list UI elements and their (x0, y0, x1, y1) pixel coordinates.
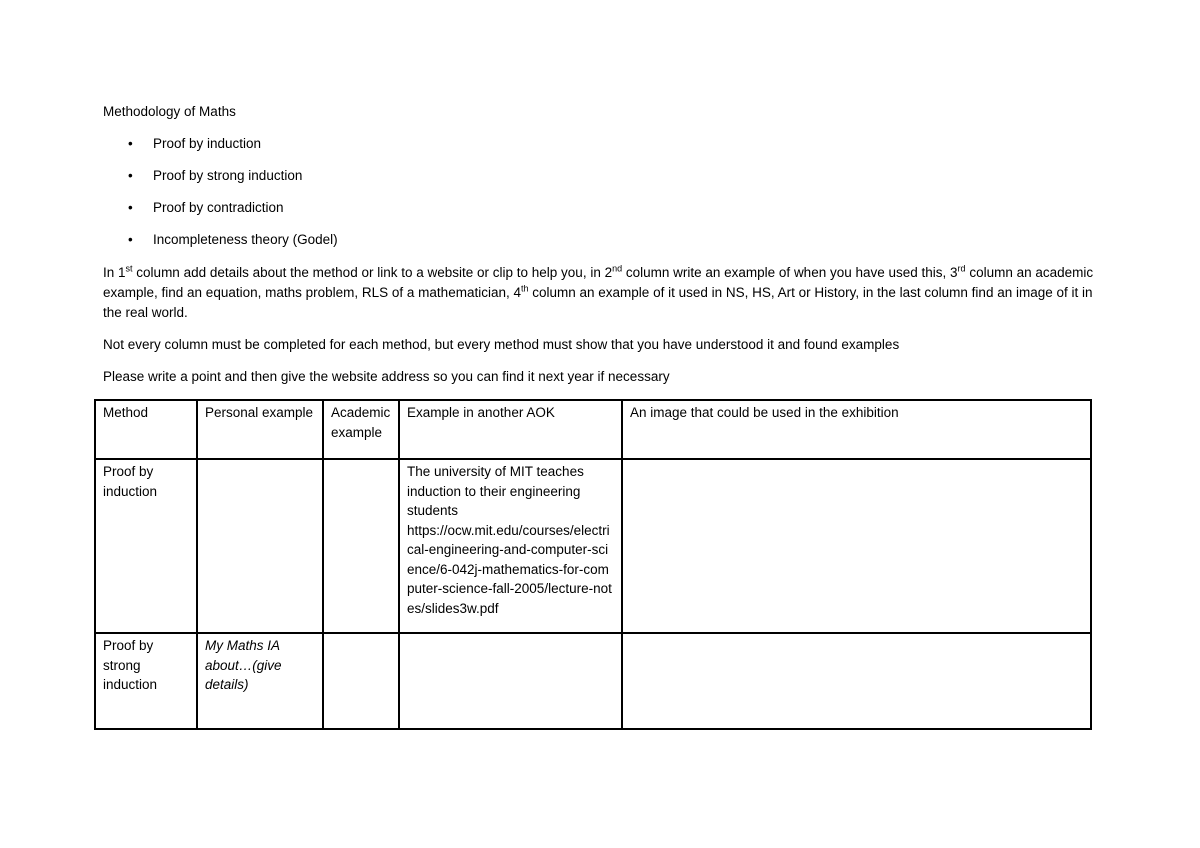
cell-academic (323, 459, 399, 633)
instructions-paragraph: In 1st column add details about the method or link to a website or clip to help you, in 2nd column write an example of when you have used this, 3rd column an academic example, find an equation, maths problem, RLS of a mathematician, 4th column an example of it used in NS, HS, Art or History, in the last column find an image of it in the real world. (103, 263, 1094, 320)
bullet-icon: • (128, 136, 133, 151)
table-header-row (95, 400, 1091, 459)
website-note: Please write a point and then give the website address so you can find it next year if necessary (103, 369, 670, 384)
completion-note: Not every column must be completed for each method, but every method must show that you have understood it and found examples (103, 337, 900, 352)
methods-list (103, 135, 1103, 263)
bullet-icon: • (128, 200, 133, 215)
cell-aok (399, 459, 622, 633)
cell-personal (197, 459, 323, 633)
cell-image (622, 633, 1091, 729)
aok-text: The university of MIT teaches induction to their engineering students (407, 464, 584, 518)
cell-method: Proof by induction (95, 459, 197, 633)
list-item: • Proof by strong induction (128, 168, 303, 183)
header-exhibition-image: An image that could be used in the exhibition (622, 400, 1091, 459)
cell-method: Proof by strong induction (95, 633, 197, 729)
cell-academic (323, 633, 399, 729)
aok-link: https://ocw.mit.edu/courses/electrical-engineering-and-computer-science/6-042j-mathematics-for-computer-science-fall-2005/lecture-notes/slides3w.pdf (407, 522, 612, 616)
methods-table (94, 399, 1092, 730)
bullet-icon: • (128, 168, 133, 183)
table-row (95, 459, 1091, 633)
header-method: Method (95, 400, 197, 459)
list-item: • Proof by induction (128, 136, 262, 151)
cell-image (622, 459, 1091, 633)
cell-aok (399, 633, 622, 729)
header-personal-example: Personal example (197, 400, 323, 459)
table-row (95, 633, 1091, 729)
document-page (103, 103, 1103, 692)
document-title: Methodology of Maths (103, 104, 236, 119)
list-item: • Incompleteness theory (Godel) (128, 232, 338, 247)
list-item: • Proof by contradiction (128, 200, 284, 215)
header-aok-example: Example in another AOK (399, 400, 622, 459)
bullet-icon: • (128, 232, 133, 247)
cell-personal: My Maths IA about…(give details) (197, 633, 323, 729)
header-academic-example: Academic example (323, 400, 399, 459)
